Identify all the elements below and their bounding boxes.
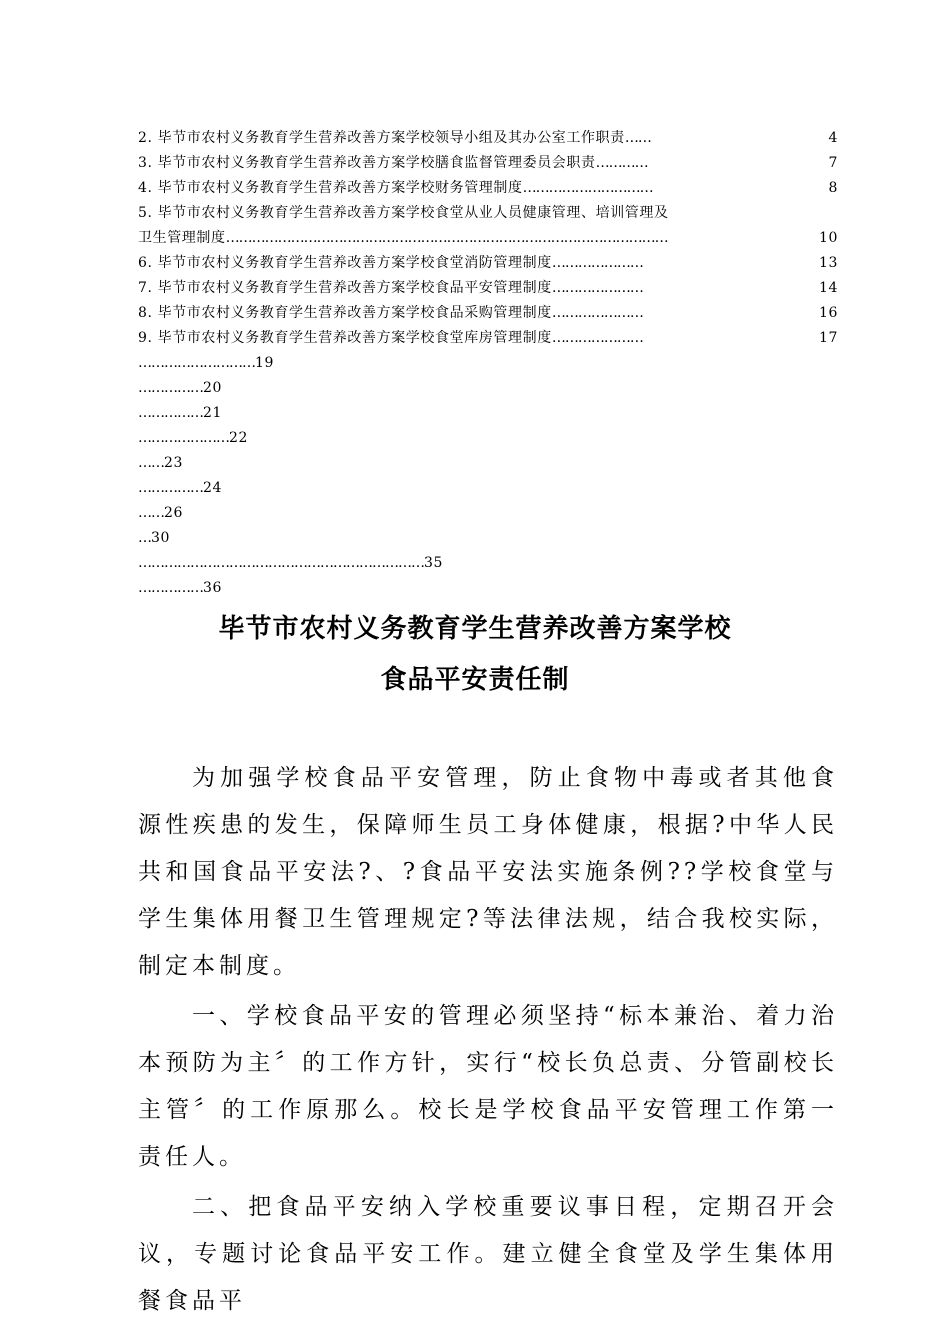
toc-leader-dots: …………………	[551, 330, 643, 346]
toc-leader-dots: …………………………………………………………………………………………	[225, 230, 668, 246]
toc-page-number: 20	[203, 380, 223, 396]
toc-page-number: 14	[818, 280, 838, 296]
document-subtitle: 食品平安责任制	[380, 665, 570, 695]
toc-entry-title: 8. 毕节市农村义务教育学生营养改善方案学校食品采购管理制度	[138, 305, 552, 321]
toc-entry-title-continuation: 卫生管理制度	[138, 230, 226, 246]
toc-page-number: 17	[818, 330, 838, 346]
toc-entry[interactable]	[138, 301, 838, 326]
toc-leader-dots: ……………	[138, 405, 203, 421]
toc-leader-dots: ……	[138, 455, 164, 471]
toc-entry[interactable]	[138, 201, 838, 251]
toc-orphan-line[interactable]	[138, 526, 838, 551]
toc-page-number: 23	[164, 455, 184, 471]
toc-entry[interactable]	[138, 176, 838, 201]
document-body	[138, 755, 838, 1328]
toc-leader-dots: ……………	[138, 480, 203, 496]
toc-page-number: 13	[818, 255, 838, 271]
toc-leader-dots: …………………………	[522, 180, 653, 196]
toc-leader-dots: …………………	[138, 430, 229, 446]
toc-leader-dots: …………………	[551, 255, 643, 271]
body-paragraph: 一、学校食品平安的管理必须坚持“标本兼治、着力治本预防为主〞的工作方针，实行“校长负总责、分管副校长主管〞的工作原那么。校长是学校食品平安管理工作第一责任人。	[138, 1003, 838, 1170]
toc-orphan-line[interactable]	[138, 476, 838, 501]
toc-entry-title: 6. 毕节市农村义务教育学生营养改善方案学校食堂消防管理制度	[138, 255, 552, 271]
toc-orphan-line[interactable]	[138, 451, 838, 476]
toc-page-number: 8	[828, 180, 838, 196]
toc-page-number: 7	[828, 155, 838, 171]
toc-page-number: 21	[203, 405, 223, 421]
toc-leader-dots: ……………	[138, 580, 203, 596]
toc-leader-dots: …………………………………………………………	[138, 555, 424, 571]
toc-page-number: 16	[818, 305, 838, 321]
toc-orphan-line[interactable]	[138, 351, 838, 376]
toc-page-number: 36	[203, 580, 223, 596]
toc-page-number: 30	[151, 530, 171, 546]
toc-orphan-line[interactable]	[138, 376, 838, 401]
toc-orphan-line[interactable]	[138, 551, 838, 576]
toc-page-number: 35	[424, 555, 444, 571]
toc-entry-continuation	[138, 226, 838, 251]
toc-entry[interactable]	[138, 151, 838, 176]
toc-orphan-line[interactable]	[138, 426, 838, 451]
toc-leader-dots: ……	[624, 130, 651, 146]
toc-orphan-line[interactable]	[138, 401, 838, 426]
toc-orphan-line[interactable]	[138, 501, 838, 526]
document-title: 毕节市农村义务教育学生营养改善方案学校	[218, 614, 732, 644]
toc-entry-title: 4. 毕节市农村义务教育学生营养改善方案学校财务管理制度	[138, 180, 523, 196]
toc-leader-dots: …………	[595, 155, 648, 171]
toc-entry[interactable]	[138, 326, 838, 351]
toc-leader-dots: …	[138, 530, 151, 546]
toc-entry[interactable]	[138, 276, 838, 301]
toc-page-number: 4	[828, 130, 838, 146]
toc-leader-dots: …………………	[551, 305, 643, 321]
table-of-contents	[138, 126, 838, 601]
toc-page-number: 24	[203, 480, 223, 496]
toc-entry-title: 3. 毕节市农村义务教育学生营养改善方案学校膳食监督管理委员会职责	[138, 155, 596, 171]
body-paragraph: 为加强学校食品平安管理，防止食物中毒或者其他食源性疾患的发生，保障师生员工身体健康，根据?中华人民共和国食品平安法?、?食品平安法实施条例??学校食堂与学生集体用餐卫生管理规定?等法律法规，结合我校实际，制定本制度。	[138, 765, 838, 979]
toc-leader-dots: ………………………	[138, 355, 255, 371]
toc-leader-dots: …………………	[551, 280, 643, 296]
body-paragraph: 二、把食品平安纳入学校重要议事日程，定期召开会议，专题讨论食品平安工作。建立健全食堂及学生集体用餐食品平	[138, 1194, 838, 1314]
toc-entry[interactable]	[138, 251, 838, 276]
toc-entry-title: 7. 毕节市农村义务教育学生营养改善方案学校食品平安管理制度	[138, 280, 552, 296]
toc-page-number: 26	[164, 505, 184, 521]
toc-page-number: 10	[818, 230, 838, 246]
toc-leader-dots: ……	[138, 505, 164, 521]
toc-orphan-line[interactable]	[138, 576, 838, 601]
toc-entry[interactable]	[138, 126, 838, 151]
toc-entry-title: 9. 毕节市农村义务教育学生营养改善方案学校食堂库房管理制度	[138, 330, 552, 346]
toc-leader-dots: ……………	[138, 380, 203, 396]
toc-page-number: 22	[229, 430, 249, 446]
toc-entry-title: 2. 毕节市农村义务教育学生营养改善方案学校领导小组及其办公室工作职责	[138, 130, 625, 146]
toc-page-number: 19	[255, 355, 275, 371]
toc-entry-title: 5. 毕节市农村义务教育学生营养改善方案学校食堂从业人员健康管理、培训管理及	[138, 205, 669, 221]
